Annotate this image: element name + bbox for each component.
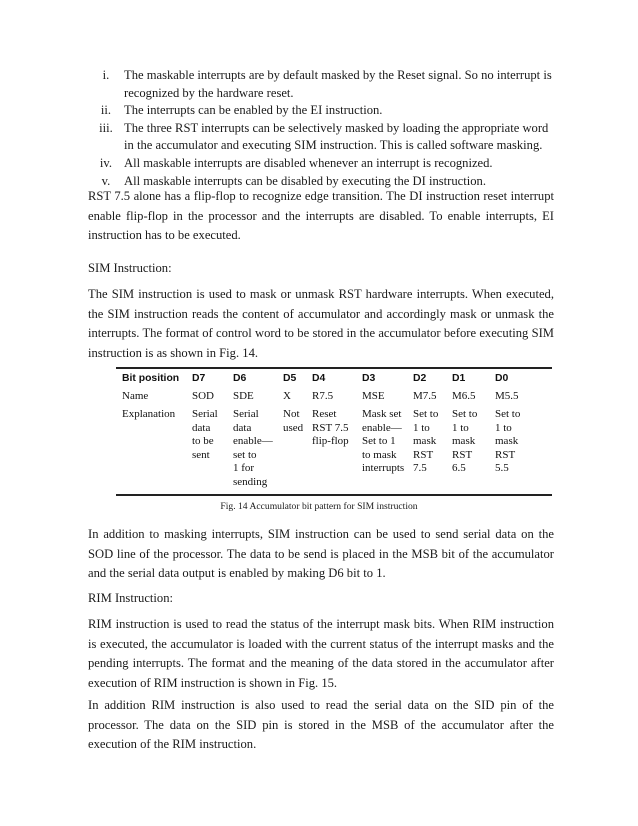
table-explanation-cell: Serial data enable— set to 1 for sending	[233, 408, 273, 488]
list-item-number: iii.	[99, 120, 113, 135]
table-header-cell: Bit position	[122, 373, 180, 384]
table-name-cell: M6.5	[452, 390, 476, 402]
list-item	[88, 155, 554, 173]
sim-paragraph: The SIM instruction is used to mask or unmask RST hardware interrupts. When executed, the SIM instruction reads the content of accumulator and accordingly mask or unmask the interrupts. The format of control word to be stored in the accumulator before executing SIM instruction is as shown in Fig. 14.	[88, 287, 554, 360]
list-item-number: i.	[102, 68, 110, 82]
table-explanation-cell: Set to 1 to mask RST 7.5	[413, 408, 439, 475]
table-header-cell: D7	[192, 373, 206, 384]
table-header-cell: D5	[283, 373, 297, 384]
list-item-number: iv.	[99, 155, 113, 170]
table-explanation-cell: Reset RST 7.5 flip-flop	[312, 408, 349, 448]
rim-heading: RIM Instruction:	[88, 591, 174, 605]
table-header-cell: D0	[495, 373, 509, 384]
list-item	[88, 102, 554, 120]
table-header-cell: D4	[312, 373, 326, 384]
table-name-cell: SOD	[192, 390, 215, 402]
list-item-text: The interrupts can be enabled by the EI instruction.	[124, 103, 383, 118]
list-item-text: All maskable interrupts can be disabled by executing the DI instruction.	[124, 173, 486, 188]
list-item-number: ii.	[100, 103, 112, 118]
list-item-number: v.	[101, 173, 111, 188]
table-header-cell: D1	[452, 373, 466, 384]
table-top-rule	[116, 367, 552, 369]
list-item	[88, 120, 554, 155]
serial-data-paragraph: In addition to masking interrupts, SIM instruction can be used to send serial data on the SOD line of the processor. The data to be send is placed in the MSB bit of the accumulator and the serial data output is enabled by making D6 bit to 1.	[88, 527, 554, 581]
figure-caption: Fig. 14 Accumulator bit pattern for SIM instruction	[220, 501, 418, 512]
table-name-cell: M5.5	[495, 390, 519, 402]
table-explanation-cell: Set to 1 to mask RST 6.5	[452, 408, 478, 475]
table-explanation-cell: Set to 1 to mask RST 5.5	[495, 408, 521, 475]
table-explanation-cell: Mask set enable— Set to 1 to mask interrupts	[362, 408, 405, 475]
sim-heading: SIM Instruction:	[88, 261, 172, 275]
table-header-cell: D3	[362, 373, 376, 384]
rst75-paragraph: RST 7.5 alone has a flip-flop to recognize edge transition. The DI instruction reset interrupt enable flip-flop in the processor and the interrupts are disabled. To enable interrupts, EI instruction has to be executed.	[88, 189, 554, 243]
rim-paragraph: RIM instruction is used to read the status of the interrupt mask bits. When RIM instruction is executed, the accumulator is loaded with the current status of the interrupt masks and the pending interrupts. The format and the meaning of the data stored in the accumulator after execution of RIM instruction is shown in Fig. 15.	[88, 617, 554, 690]
table-header-cell: D6	[233, 373, 247, 384]
table-explanation-cell: Serial data to be sent	[192, 408, 218, 461]
list-item	[88, 67, 554, 102]
list-item-text: The maskable interrupts are by default masked by the Reset signal. So no interrupt is recognized by the hardware reset.	[124, 68, 552, 100]
interrupt-rules-list	[88, 67, 554, 190]
list-item-text: The three RST interrupts can be selectively masked by loading the appropriate word in the accumulator and executing SIM instruction. This is called software masking.	[124, 120, 549, 153]
list-item-text: All maskable interrupts are disabled whenever an interrupt is recognized.	[124, 155, 493, 170]
table-header-cell: D2	[413, 373, 427, 384]
sim-bit-pattern-table	[116, 367, 552, 497]
table-bottom-rule	[116, 494, 552, 496]
table-name-cell: SDE	[233, 390, 254, 402]
table-name-cell: Name	[122, 390, 149, 402]
table-name-cell: MSE	[362, 390, 385, 402]
rim-serial-paragraph: In addition RIM instruction is also used to read the serial data on the SID pin of the processor. The data on the SID pin is stored in the MSB of the accumulator after the execution of the RIM instruction.	[88, 698, 554, 752]
table-name-cell: X	[283, 390, 291, 402]
table-explanation-cell: Not used	[283, 408, 304, 434]
table-name-cell: M7.5	[413, 390, 437, 402]
table-explanation-cell: Explanation	[122, 408, 176, 420]
table-name-cell: R7.5	[312, 390, 334, 402]
